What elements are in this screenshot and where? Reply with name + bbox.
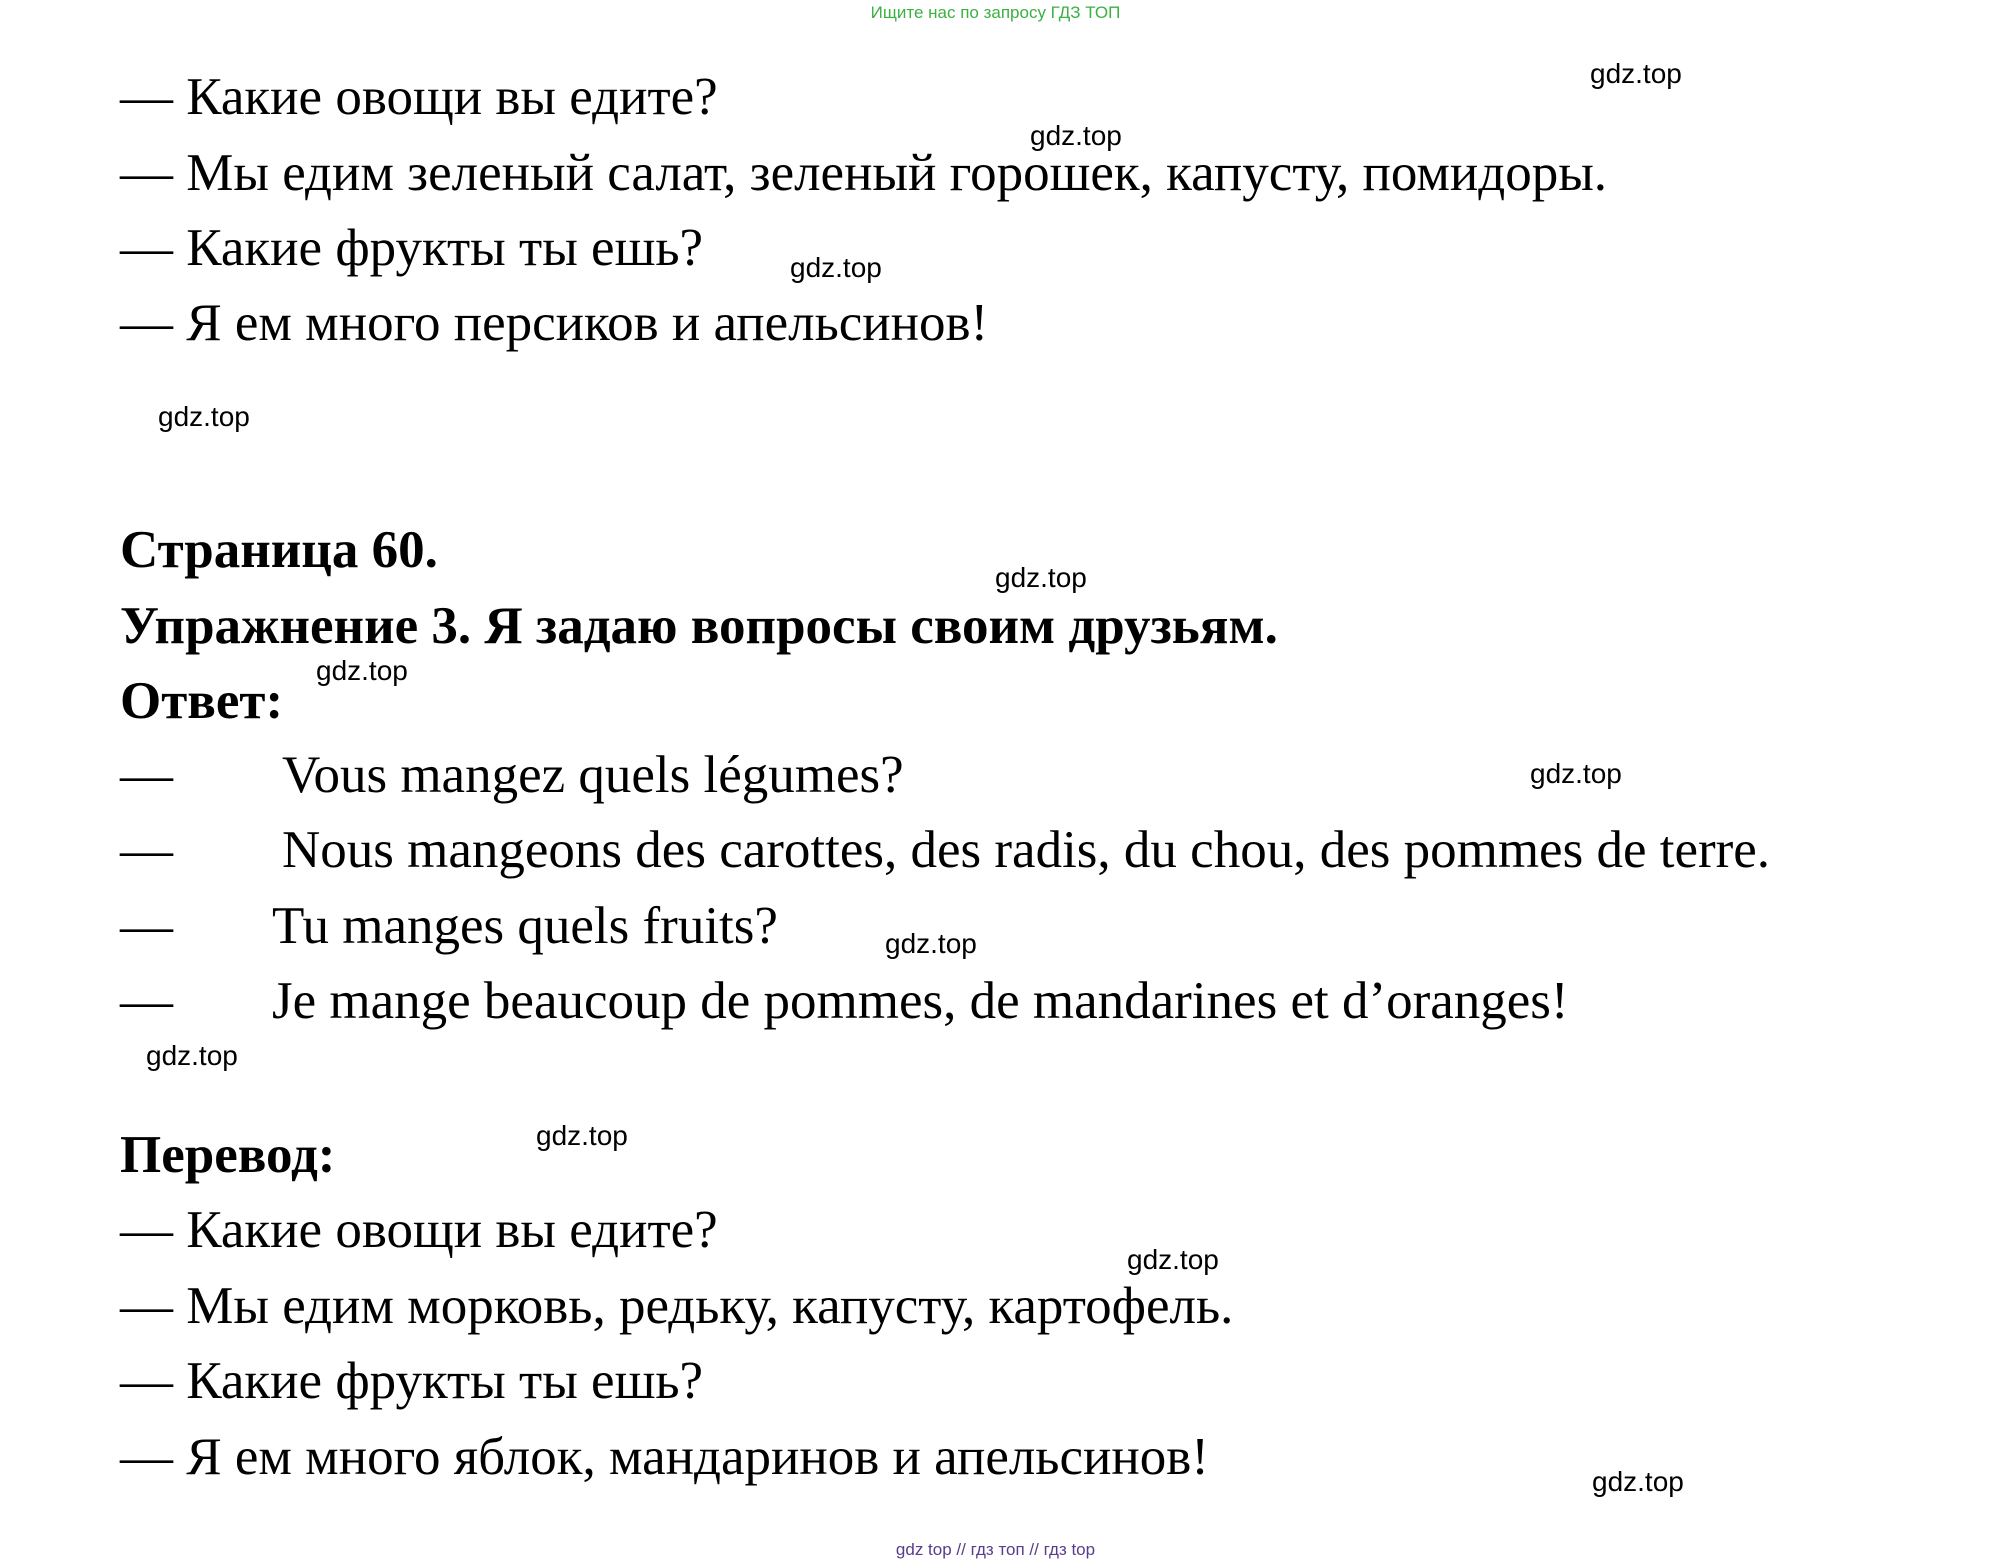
watermark: gdz.top: [885, 928, 977, 959]
footer: gdz top // гдз топ // гдз top: [895, 1540, 1096, 1559]
intro-line-3: [120, 218, 703, 278]
answer-text-4: Je mange beaucoup de pommes, de mandarines et d’oranges!: [272, 972, 1569, 1030]
translation-heading: Перевод:: [120, 1126, 336, 1184]
intro-text-2: Мы едим зеленый салат, зеленый горошек, капусту, помидоры.: [186, 144, 1608, 202]
intro-text-4: Я ем много персиков и апельсинов!: [186, 294, 989, 352]
translation-line-4: [120, 1427, 1209, 1487]
page-heading: Страница 60.: [120, 521, 438, 579]
answer-text-3: Tu manges quels fruits?: [272, 897, 778, 955]
translation-line-2: [120, 1276, 1233, 1336]
intro-text-3: Какие фрукты ты ешь?: [186, 219, 704, 277]
answer-text-1: Vous mangez quels légumes?: [282, 746, 904, 804]
dash: —: [120, 219, 173, 277]
dash: —: [120, 294, 173, 352]
dash: —: [120, 68, 173, 126]
answer-line-1: [120, 745, 904, 805]
watermark: gdz.top: [790, 252, 882, 283]
watermark: gdz.top: [536, 1120, 628, 1151]
intro-line-1: [120, 67, 718, 127]
dash: —: [120, 1201, 173, 1259]
translation-line-1: [120, 1200, 718, 1260]
answer-line-3: [120, 896, 778, 956]
answer-line-2: [120, 820, 1770, 880]
answer-heading: Ответ:: [120, 672, 284, 730]
dash: —: [120, 1352, 173, 1410]
watermark: gdz.top: [316, 655, 408, 686]
watermark: gdz.top: [1592, 1466, 1684, 1497]
watermark: gdz.top: [995, 562, 1087, 593]
dash: —: [120, 746, 173, 804]
watermark: gdz.top: [1530, 758, 1622, 789]
intro-text-1: Какие овощи вы едите?: [186, 68, 718, 126]
top-banner: Ищите нас по запросу ГДЗ ТОП: [870, 3, 1121, 22]
translation-text-1: Какие овощи вы едите?: [186, 1201, 718, 1259]
watermark: gdz.top: [146, 1040, 238, 1071]
answer-text-2: Nous mangeons des carottes, des radis, du chou, des pommes de terre.: [282, 821, 1771, 879]
exercise-heading: Упражнение 3. Я задаю вопросы своим друзьям.: [120, 597, 1278, 655]
dash: —: [120, 821, 173, 879]
intro-line-2: [120, 143, 1607, 203]
translation-line-3: [120, 1351, 703, 1411]
answer-line-4: [120, 971, 1569, 1031]
dash: —: [120, 1428, 173, 1486]
translation-text-4: Я ем много яблок, мандаринов и апельсинов!: [186, 1428, 1209, 1486]
translation-text-3: Какие фрукты ты ешь?: [186, 1352, 704, 1410]
watermark: gdz.top: [1590, 58, 1682, 89]
watermark: gdz.top: [158, 401, 250, 432]
watermark: gdz.top: [1030, 120, 1122, 151]
dash: —: [120, 972, 173, 1030]
dash: —: [120, 144, 173, 202]
intro-line-4: [120, 293, 988, 353]
watermark: gdz.top: [1127, 1244, 1219, 1275]
translation-text-2: Мы едим морковь, редьку, капусту, картофель.: [186, 1277, 1234, 1335]
dash: —: [120, 897, 173, 955]
dash: —: [120, 1277, 173, 1335]
